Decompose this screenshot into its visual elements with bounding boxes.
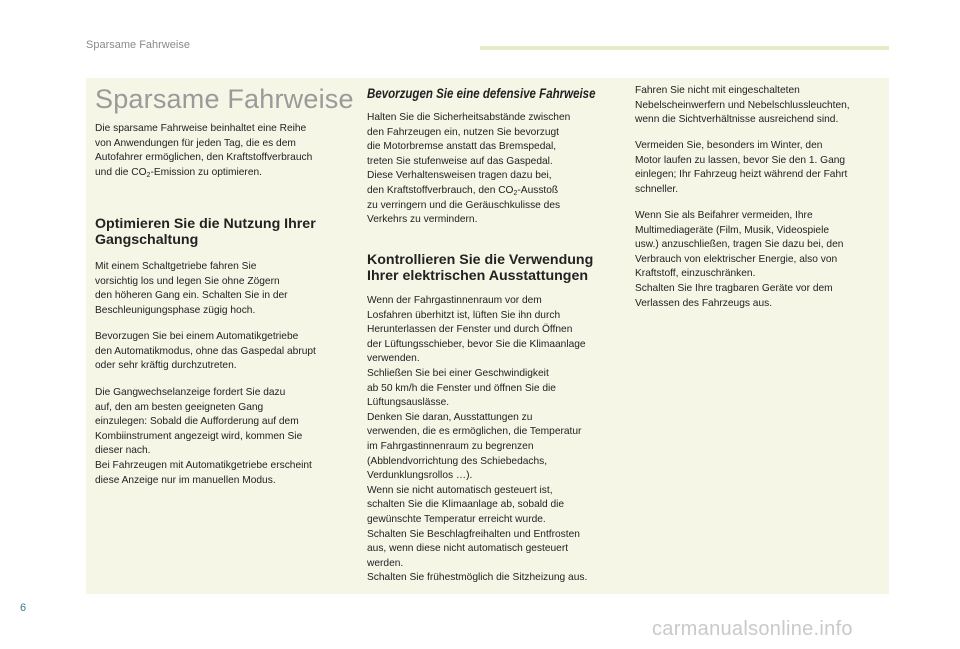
gear-paragraph-1: Mit einem Schaltgetriebe fahren Sie vorsichtig los und legen Sie ohne Zögern den höheren Gang ein. Schalten Sie in der Beschleunigungsphase zügig hoch.	[95, 261, 288, 316]
fog-lights-paragraph: Fahren Sie nicht mit eingeschalteten Nebelscheinwerfern und Nebelschlussleuchten, wenn die Sichtverhältnisse ausreichend sind.	[635, 85, 850, 126]
watermark: carmanualsonline.info	[652, 618, 853, 640]
defensive-line-co2: den Kraftstoffverbrauch, den $CO_2$-Ausstoß	[367, 184, 559, 197]
intro-line: Die sparsame Fahrweise beinhaltet eine Reihe	[95, 123, 307, 134]
intro-paragraph	[95, 122, 312, 180]
intro-line-co2: und die $CO_2$-Emission zu optimieren.	[95, 166, 262, 179]
intro-line: Autofahrer ermöglichen, den Kraftstoffverbrauch	[95, 152, 313, 164]
heading-defensive-fahrweise: Bevorzugen Sie eine defensive Fahrweise	[367, 86, 596, 101]
page-title: Sparsame Fahrweise	[95, 84, 354, 114]
gear-paragraph-3: Die Gangwechselanzeige fordert Sie dazu auf, den am besten geeigneten Gang einzulegen: Sobald die Aufforderung auf dem Kombiinstrument angezeigt wird, kommen Sie dieser nach. Bei Fahrzeugen mit Automatikgetriebe erscheint diese Anzeige nur im manuellen Modus.	[95, 387, 312, 486]
gear-paragraph-2: Bevorzugen Sie bei einem Automatikgetriebe den Automatikmodus, ohne das Gaspedal abrupt oder sehr kräftig durchzutreten.	[95, 331, 316, 372]
electric-paragraph: Wenn der Fahrgastinnenraum vor dem Losfahren überhitzt ist, lüften Sie ihn durch Herunterlassen der Fenster und durch Öffnen der Lüftungsschieber, bevor Sie die Klimaanlage verwenden. Schließen Sie bei einer Geschwindigkeit ab 50 km/h die Fenster und öffnen Sie die Lüftungsauslässe. Denken Sie daran, Ausstattungen zu verwenden, die es ermöglichen, die Temperatur im Fahrgastinnenraum zu begrenzen (Abblendvorrichtung des Schiebedachs, Verdunklungsrollos …). Wenn sie nicht automatisch gesteuert ist, schalten Sie die Klimaanlage ab, sobald die gewünschte Temperatur erreicht wurde. Schalten Sie Beschlagfreihalten und Entfrosten aus, wenn diese nicht automatisch gesteuert werden. Schalten Sie frühestmöglich die Sitzheizung aus.	[367, 295, 588, 584]
heading-gangschaltung: Optimieren Sie die Nutzung Ihrer Gangschaltung	[95, 216, 316, 248]
running-header: Sparsame Fahrweise	[86, 39, 190, 51]
multimedia-paragraph: Wenn Sie als Beifahrer vermeiden, Ihre Multimediageräte (Film, Musik, Videospiele usw.) anzuschließen, tragen Sie dazu bei, den Verbrauch von elektrischer Energie, also von Kraftstoff, einzuschränken. Schalten Sie Ihre tragbaren Geräte vor dem Verlassen des Fahrzeugs aus.	[635, 210, 844, 309]
defensive-paragraph: Halten Sie die Sicherheitsabstände zwischen den Fahrzeugen ein, nutzen Sie bevorzugt die Motorbremse anstatt das Bremspedal, treten Sie stufenweise auf das Gaspedal. Diese Verhaltensweisen tragen dazu bei, den Kraftstoffverbrauch, den $CO_2$-Ausstoß zu verringern und die Geräuschkulisse des Verkehrs zu vermindern.	[367, 112, 571, 226]
header-accent-bar	[480, 46, 889, 50]
intro-line: von Anwendungen für jeden Tag, die es dem	[95, 137, 296, 149]
page-number: 6	[20, 602, 27, 614]
heading-elektrische-ausstattungen: Kontrollieren Sie die Verwendung Ihrer elektrischen Ausstattungen	[367, 252, 594, 284]
winter-paragraph: Vermeiden Sie, besonders im Winter, den Motor laufen zu lassen, bevor Sie den 1. Gang einlegen; Ihr Fahrzeug heizt während der Fahrt schneller.	[635, 140, 848, 195]
